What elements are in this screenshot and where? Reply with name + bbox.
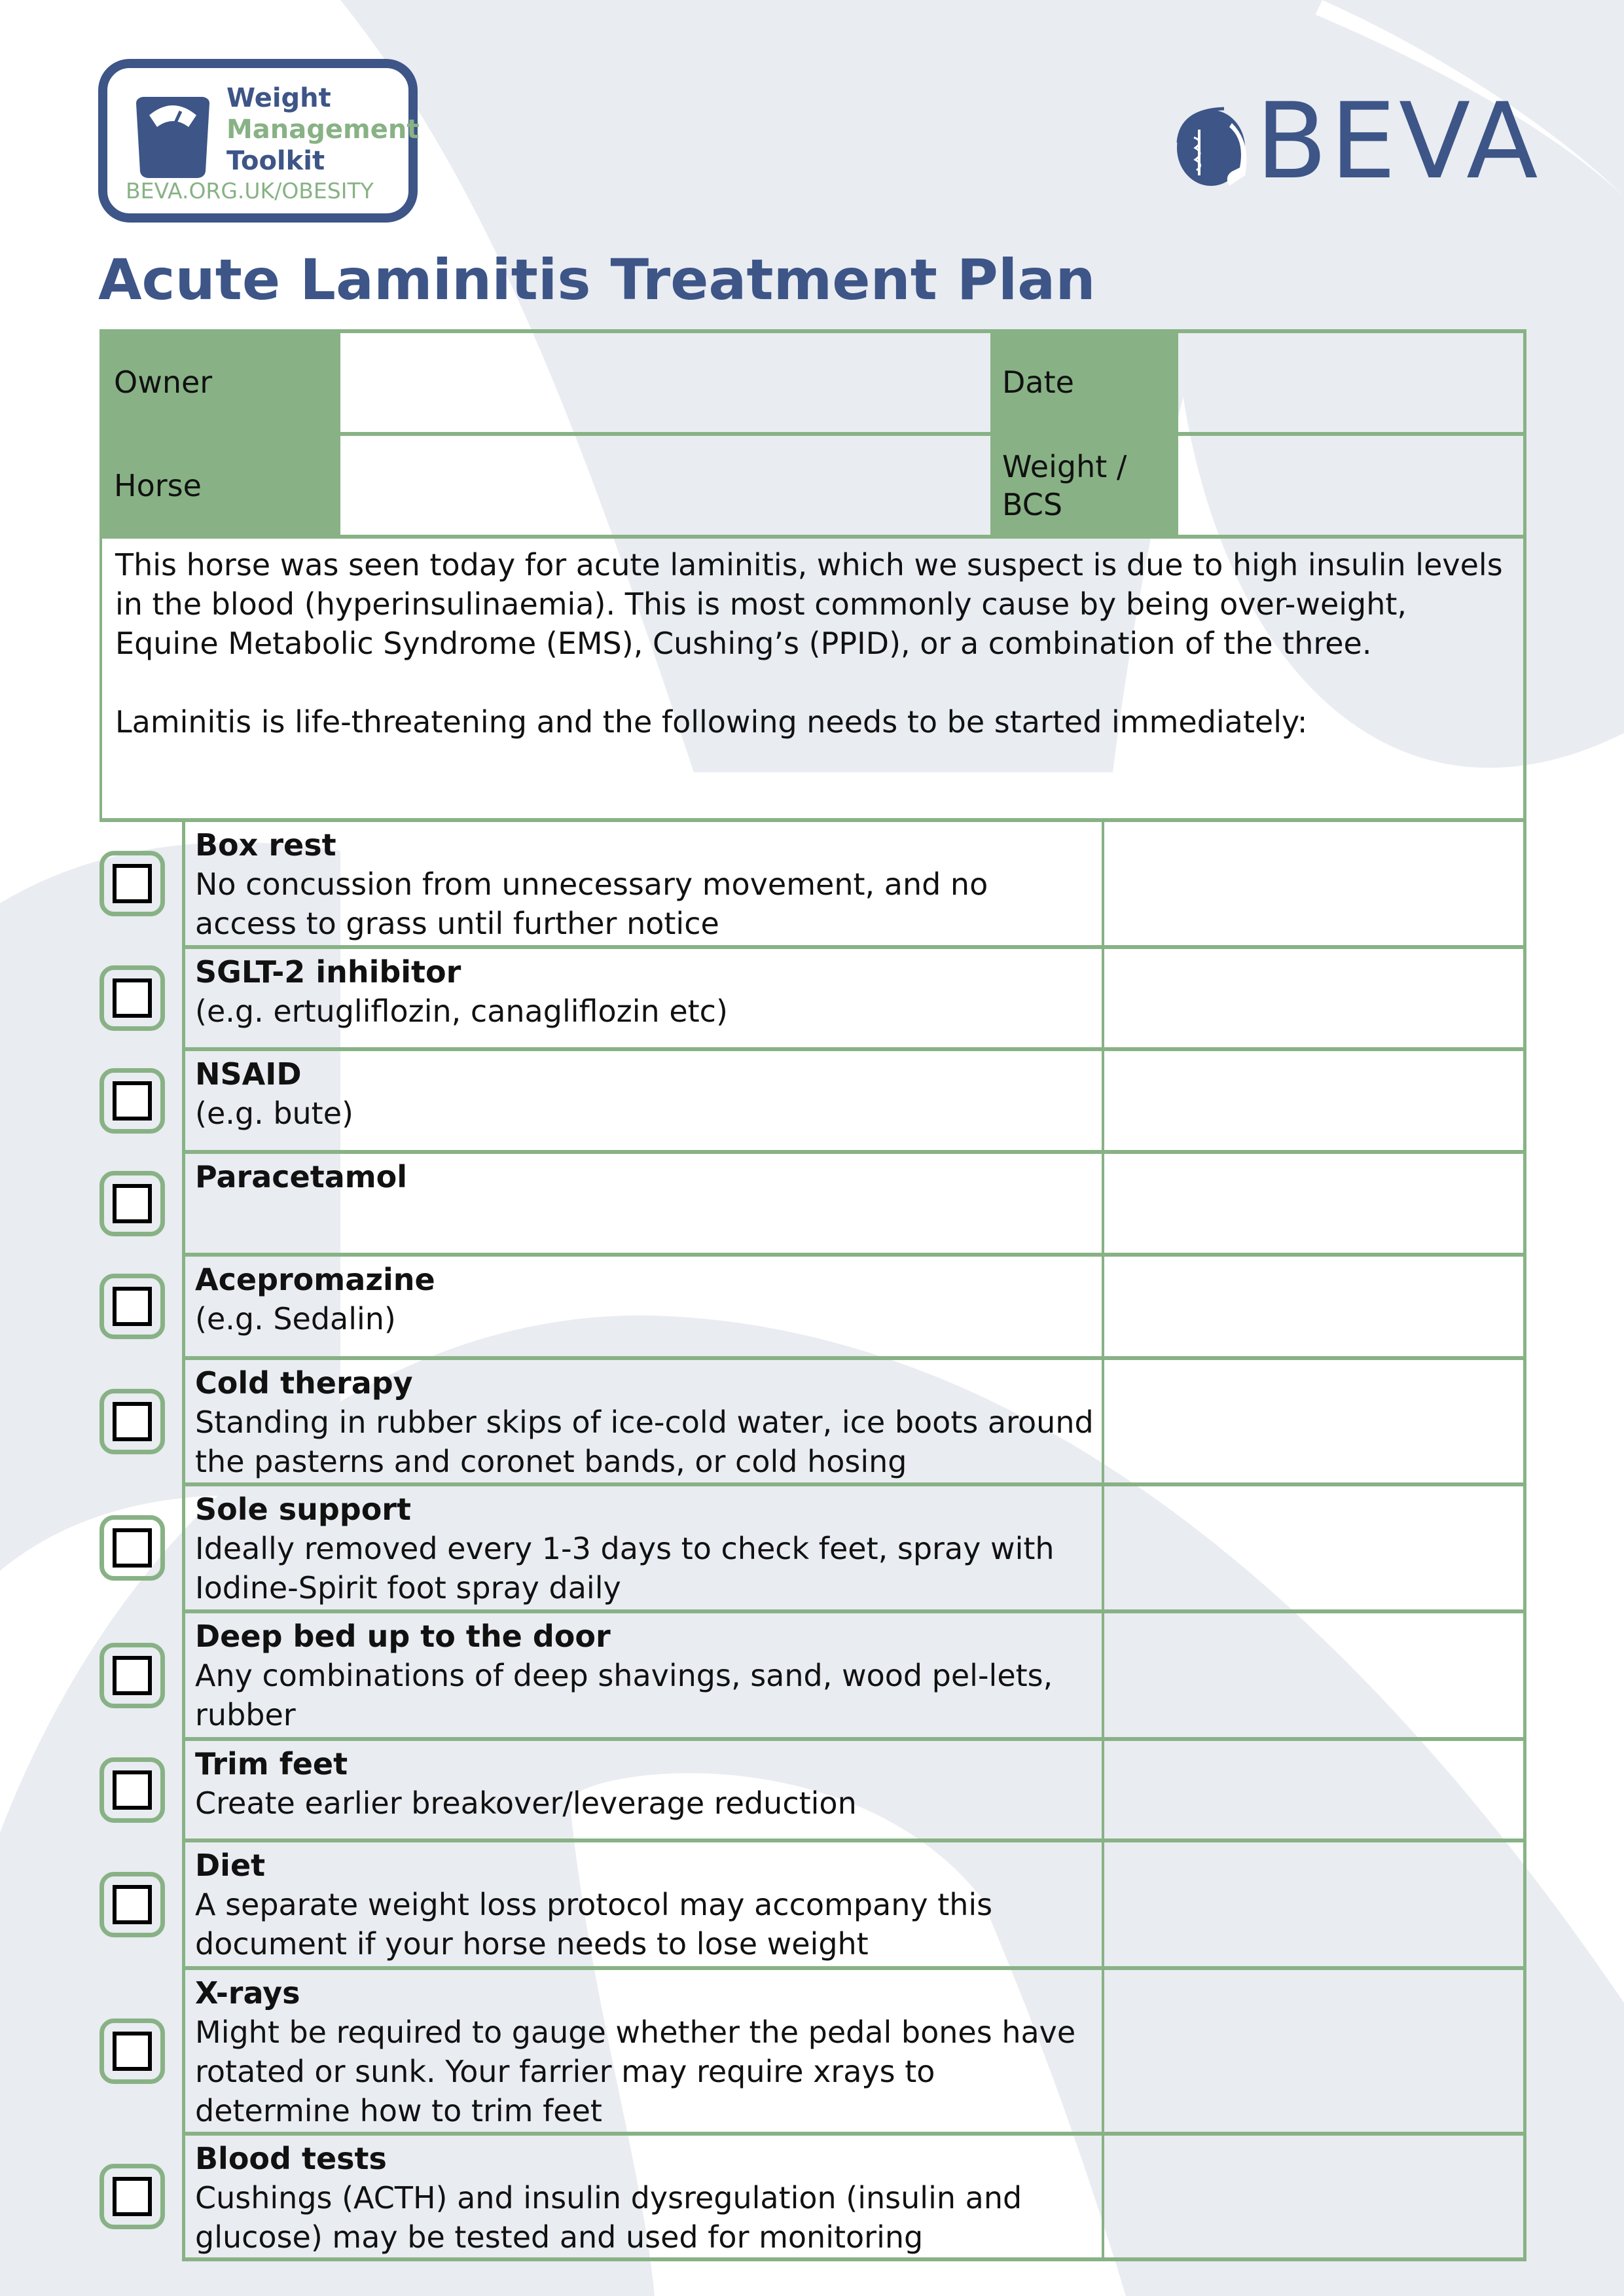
checklist-item-text xyxy=(183,1255,1103,1358)
checkbox-square-icon xyxy=(113,1770,152,1810)
checklist-checkbox[interactable] xyxy=(99,1643,165,1708)
checklist-checkbox[interactable] xyxy=(99,965,165,1031)
checklist-item-title: Paracetamol xyxy=(195,1159,408,1194)
grid-line xyxy=(1523,537,1526,822)
checklist-item-text xyxy=(183,1049,1103,1152)
grid-line xyxy=(99,329,1526,333)
checklist-item-description: Standing in rubber skips of ice-cold water, ice boots around the pasterns and coronet bands, or cold hosing xyxy=(195,1405,1094,1479)
toolkit-line-management: Management xyxy=(226,115,420,145)
grid-line xyxy=(182,820,185,2261)
checklist-item-description: (e.g. bute) xyxy=(195,1096,353,1131)
checkbox-square-icon xyxy=(113,2177,152,2216)
checklist-checkbox[interactable] xyxy=(99,2018,165,2084)
checklist-item-title: Deep bed up to the door xyxy=(195,1619,611,1654)
checklist-notes-field[interactable] xyxy=(1103,1968,1525,2134)
horse-field[interactable] xyxy=(340,434,990,537)
checklist-item-description: Any combinations of deep shavings, sand, wood pel-lets, rubber xyxy=(195,1658,1053,1732)
checklist-checkbox[interactable] xyxy=(99,1171,165,1236)
checklist-item-description: A separate weight loss protocol may accompany this document if your horse needs to lose weight xyxy=(195,1887,993,1962)
checklist-item-text xyxy=(183,1611,1103,1739)
checklist-checkbox[interactable] xyxy=(99,1757,165,1823)
owner-label-text: Owner xyxy=(114,365,213,400)
owner-field[interactable] xyxy=(340,331,990,434)
horse-label xyxy=(99,434,340,537)
checklist-item-text xyxy=(183,1152,1103,1255)
checklist-item-title: SGLT-2 inhibitor xyxy=(195,954,461,990)
checklist-item-description: (e.g. Sedalin) xyxy=(195,1301,396,1336)
checklist-notes-field[interactable] xyxy=(1103,1739,1525,1840)
checkbox-square-icon xyxy=(113,1402,152,1441)
checklist-item-title: Sole support xyxy=(195,1492,411,1527)
checklist-item-text xyxy=(183,1968,1103,2134)
checklist-item-description: Create earlier breakover/leverage reduction xyxy=(195,1785,857,1821)
date-label-text: Date xyxy=(1002,365,1074,400)
grid-line xyxy=(99,537,102,822)
checkbox-square-icon xyxy=(113,1184,152,1223)
checklist-item-description: Might be required to gauge whether the pedal bones have rotated or sunk. Your farrier may require xrays to determine how to trim feet xyxy=(195,2015,1076,2128)
checklist-notes-field[interactable] xyxy=(1103,947,1525,1049)
checklist-checkbox[interactable] xyxy=(99,1515,165,1581)
beva-wordmark: BEVA xyxy=(1255,80,1541,202)
checklist-item-title: Diet xyxy=(195,1848,266,1883)
checklist-notes-field[interactable] xyxy=(1103,2134,1525,2259)
checklist-checkbox[interactable] xyxy=(99,2164,165,2229)
checklist-checkbox[interactable] xyxy=(99,1389,165,1454)
checkbox-square-icon xyxy=(113,2032,152,2071)
checklist-item-text xyxy=(183,1739,1103,1840)
checklist-item-title: Cold therapy xyxy=(195,1365,413,1401)
checkbox-square-icon xyxy=(113,1081,152,1121)
checklist-item-description: Ideally removed every 1-3 days to check feet, spray with Iodine-Spirit foot spray daily xyxy=(195,1531,1055,1605)
checklist-item-title: NSAID xyxy=(195,1056,302,1092)
intro-instruction: Laminitis is life-threatening and the following needs to be started immediately: xyxy=(115,704,1308,740)
grid-line xyxy=(1102,820,1104,2259)
intro-box xyxy=(99,539,1526,820)
checkbox-square-icon xyxy=(113,1656,152,1695)
checklist-checkbox[interactable] xyxy=(99,1068,165,1134)
grid-line xyxy=(183,2257,1526,2261)
checklist-checkbox[interactable] xyxy=(99,1274,165,1339)
checklist-notes-field[interactable] xyxy=(1103,1049,1525,1152)
owner-label xyxy=(99,331,340,434)
intro-spacer xyxy=(115,663,1511,702)
intro-paragraph: This horse was seen today for acute laminitis, which we suspect is due to high insulin levels in the blood (hyperinsulinaemia). This is most commonly cause by being over-weight, Equine Metabolic Syndrome (EMS), Cushing’s (PPID), or a combination of the three. xyxy=(115,547,1503,661)
checklist-item-text xyxy=(183,1484,1103,1611)
checklist-item-title: X-rays xyxy=(195,1975,300,2011)
toolkit-line-toolkit: Toolkit xyxy=(226,146,325,176)
checklist-item-title: Blood tests xyxy=(195,2141,387,2176)
checklist-checkbox[interactable] xyxy=(99,1872,165,1937)
toolkit-url: BEVA.ORG.UK/OBESITY xyxy=(126,178,374,204)
checklist-item-title: Box rest xyxy=(195,827,336,863)
date-field[interactable] xyxy=(1178,331,1525,434)
checkbox-square-icon xyxy=(113,864,152,903)
checklist-item-text xyxy=(183,820,1103,947)
horse-label-text: Horse xyxy=(114,467,202,503)
weight-bcs-field[interactable] xyxy=(1178,434,1525,537)
date-label xyxy=(990,331,1178,434)
checkbox-square-icon xyxy=(113,1528,152,1568)
checklist-checkbox[interactable] xyxy=(99,851,165,916)
grid-line xyxy=(340,432,1526,436)
page-title: Acute Laminitis Treatment Plan xyxy=(98,247,1096,313)
weight-bcs-label xyxy=(990,434,1178,537)
checklist-notes-field[interactable] xyxy=(1103,1840,1525,1968)
checklist-item-text xyxy=(183,2134,1103,2259)
checklist-notes-field[interactable] xyxy=(1103,1255,1525,1358)
toolkit-line-weight: Weight xyxy=(226,83,331,113)
checklist-notes-field[interactable] xyxy=(1103,1484,1525,1611)
checkbox-square-icon xyxy=(113,1885,152,1924)
grid-line xyxy=(1523,329,1526,537)
checklist-notes-field[interactable] xyxy=(1103,1152,1525,1255)
grid-line xyxy=(1523,820,1526,2261)
checklist-notes-field[interactable] xyxy=(1103,1358,1525,1484)
weight-bcs-label-text: Weight / BCS xyxy=(1002,448,1127,522)
checklist-item-text xyxy=(183,1358,1103,1484)
checklist-item-description: Cushings (ACTH) and insulin dysregulation (insulin and glucose) may be tested and used for monitoring xyxy=(195,2180,1022,2255)
checklist-item-text xyxy=(183,1840,1103,1968)
checkbox-square-icon xyxy=(113,978,152,1018)
checkbox-square-icon xyxy=(113,1287,152,1326)
checklist-item-description: (e.g. ertugliflozin, canagliflozin etc) xyxy=(195,994,728,1029)
checklist-notes-field[interactable] xyxy=(1103,1611,1525,1739)
checklist-item-title: Acepromazine xyxy=(195,1262,435,1297)
checklist-item-text xyxy=(183,947,1103,1049)
checklist-notes-field[interactable] xyxy=(1103,820,1525,947)
checklist-item-title: Trim feet xyxy=(195,1746,348,1782)
checklist-item-description: No concussion from unnecessary movement, and no access to grass until further notice xyxy=(195,867,988,941)
